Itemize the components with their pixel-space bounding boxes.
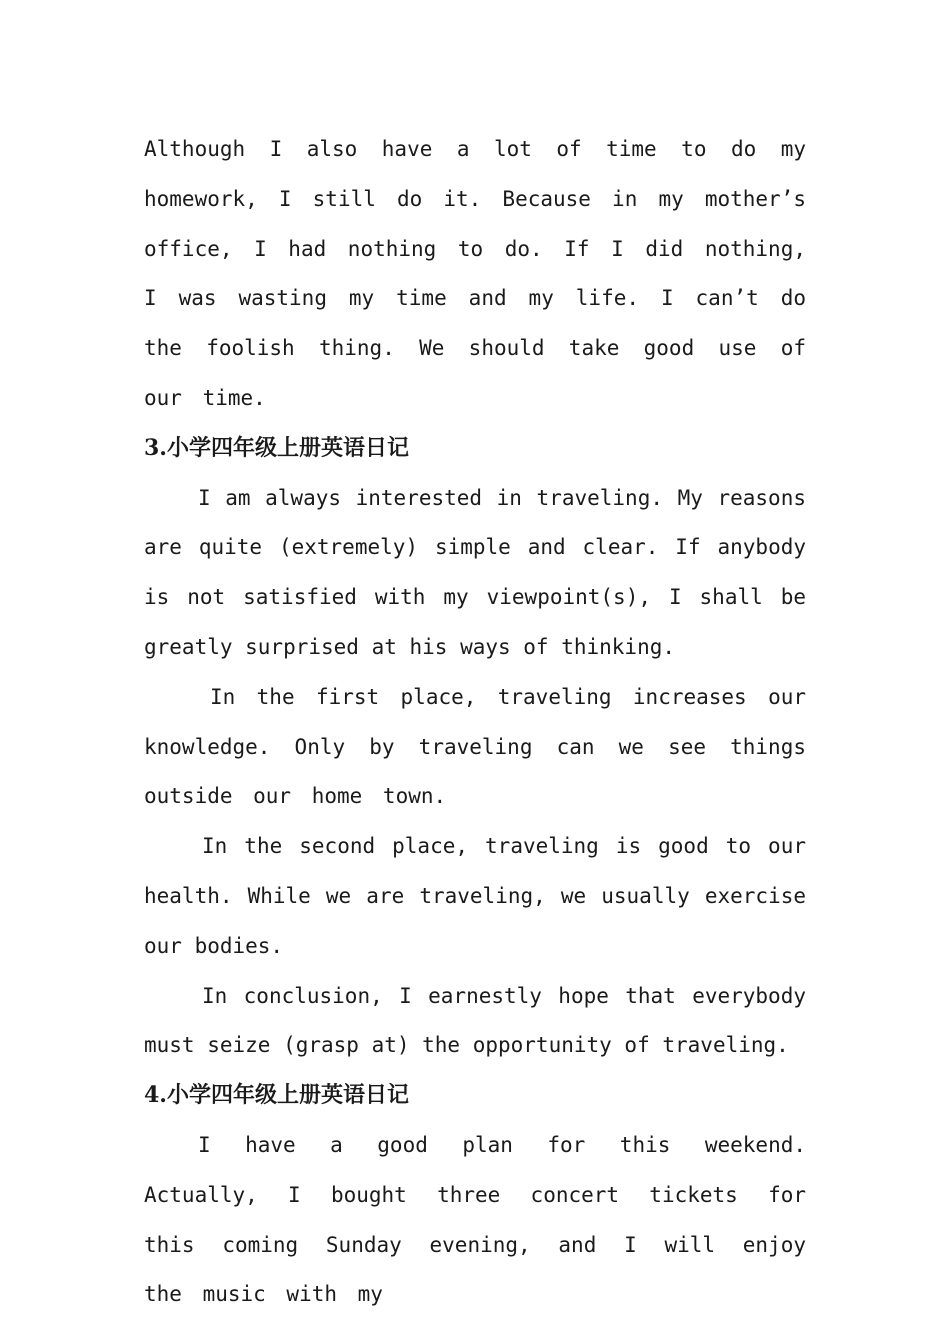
section-3-heading: 3.小学四年级上册英语日记 bbox=[144, 434, 409, 461]
section-3-paragraph-3: In the second place, traveling is good to our health. While we are traveling, we usually exercise our bodies. bbox=[144, 834, 806, 958]
document-body bbox=[144, 125, 806, 1320]
section-4-heading: 4.小学四年级上册英语日记 bbox=[144, 1082, 409, 1109]
intro-paragraph: Although I also have a lot of time to do my homework, I still do it. Because in my mother’s office, I had nothing to do. If I did nothing, I was wasting my time and my life. I can’t do the foolish thing. We should take good use of our time. bbox=[144, 137, 806, 410]
section-3-paragraph-1: I am always interested in traveling. My reasons are quite (extremely) simple and clear. If anybody is not satisfied with my viewpoint(s), I shall be greatly surprised at his ways of thinking. bbox=[144, 485, 806, 659]
section-3-paragraph-4: In conclusion, I earnestly hope that everybody must seize (grasp at) the opportunity of traveling. bbox=[144, 983, 806, 1058]
section-3-paragraph-2: In the first place, traveling increases our knowledge. Only by traveling can we see things outside our home town. bbox=[144, 684, 806, 809]
section-4-paragraph-1: I have a good plan for this weekend. Actually, I bought three concert tickets for this coming Sunday evening, and I will enjoy the music with my bbox=[144, 1132, 806, 1307]
